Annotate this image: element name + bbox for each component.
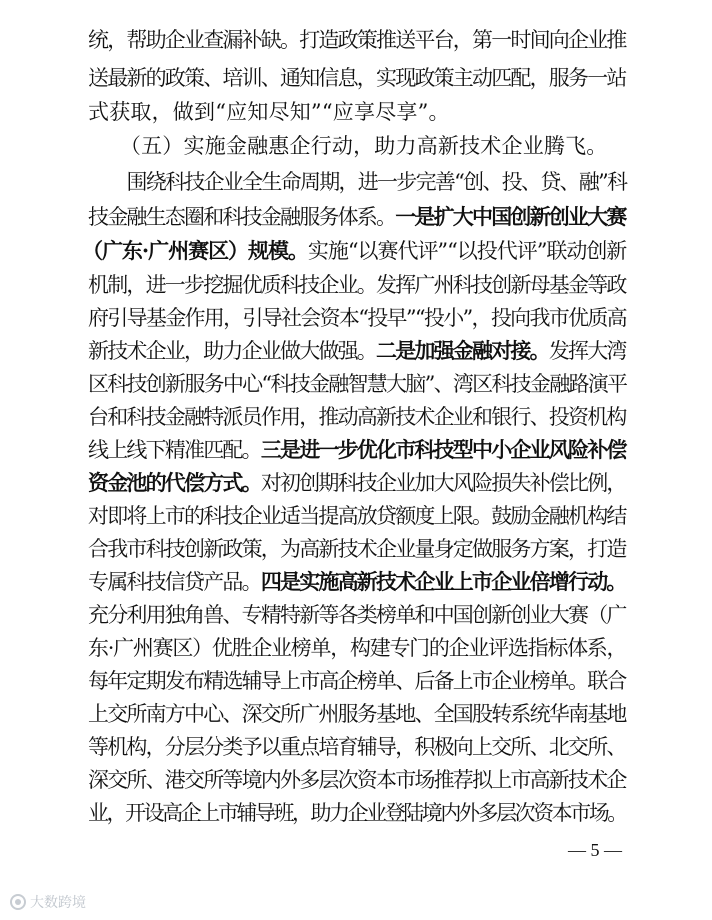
text-line: 资金池的代偿方式。对初创期科技企业加大风险损失补偿比例， — [88, 470, 626, 495]
bold-key-point: 二是加强金融对接。 — [376, 338, 549, 363]
text-line: （广东·广州赛区）规模。实施“以赛代评”“以投代评”联动创新 — [82, 238, 627, 263]
bold-key-point: 资金池的代偿方式。 — [88, 470, 261, 495]
text-line: 专属科技信贷产品。四是实施高新技术企业上市企业倍增行动。 — [88, 569, 626, 594]
watermark-text: 大数跨境 — [30, 895, 86, 911]
text-line: 线上线下精准匹配。三是进一步优化市科技型中小企业风险补偿 — [88, 437, 626, 462]
page-number: — 5 — — [568, 840, 622, 860]
bold-key-point: 三是进一步优化市科技型中小企业风险补偿 — [260, 437, 626, 462]
section-heading: （五）实施金融惠企行动，助力高新技术企业腾飞。 — [88, 134, 608, 158]
text-line: 等机构，分层分类予以重点培育辅导，积极向上交所、北交所、 — [88, 735, 626, 759]
text-line: 新技术企业，助力企业做大做强。二是加强金融对接。发挥大湾 — [88, 338, 626, 363]
text-line: 机制，进一步挖掘优质科技企业。发挥广州科技创新母基金等政 — [88, 273, 626, 297]
text-line: 围绕科技企业全生命周期，进一步完善“创、投、贷、融”科 — [88, 170, 627, 194]
text-line: 每年定期发布精选辅导上市高企榜单、后备上市企业榜单。联合 — [88, 669, 626, 693]
text-line: 东·广州赛区）优胜企业榜单，构建专门的企业评选指标体系， — [88, 636, 627, 660]
watermark — [10, 892, 86, 912]
brand-logo-icon — [10, 894, 26, 910]
text-line: 技金融生态圈和科技金融服务体系。一是扩大中国创新创业大赛 — [88, 204, 626, 229]
bold-key-point: （广东·广州赛区）规模。 — [82, 238, 308, 263]
text-line: 充分利用独角兽、专精特新等各类榜单和中国创新创业大赛（广 — [88, 603, 626, 627]
text-line: 统，帮助企业查漏补缺。打造政策推送平台，第一时间向企业推 — [88, 28, 626, 52]
bold-key-point: 四是实施高新技术企业上市企业倍增行动。 — [260, 569, 626, 594]
text-line: 送最新的政策、培训、通知信息，实现政策主动匹配，服务一站 — [88, 66, 626, 90]
bold-key-point: 一是扩大中国创新创业大赛 — [395, 204, 626, 229]
text-line: 深交所、港交所等境内外多层次资本市场推荐拟上市高新技术企 — [88, 768, 626, 792]
text-line: 合我市科技创新政策，为高新技术企业量身定做服务方案，打造 — [88, 537, 626, 561]
text-line: 对即将上市的科技企业适当提高放贷额度上限。鼓励金融机构结 — [88, 504, 626, 528]
text-line: 业，开设高企上市辅导班，助力企业登陆境内外多层次资本市场。 — [88, 801, 626, 825]
text-line: 区科技创新服务中心“科技金融智慧大脑”、湾区科技金融路演平 — [88, 372, 627, 396]
text-line: 台和科技金融特派员作用，推动高新技术企业和银行、投资机构 — [88, 405, 626, 429]
text-line: 上交所南方中心、深交所广州服务基地、全国股转系统华南基地 — [88, 702, 626, 726]
text-line: 式获取，做到“应知尽知”“应享尽享”。 — [88, 100, 450, 124]
text-line: 府引导基金作用，引导社会资本“投早”“投小”，投向我市优质高 — [88, 306, 626, 330]
